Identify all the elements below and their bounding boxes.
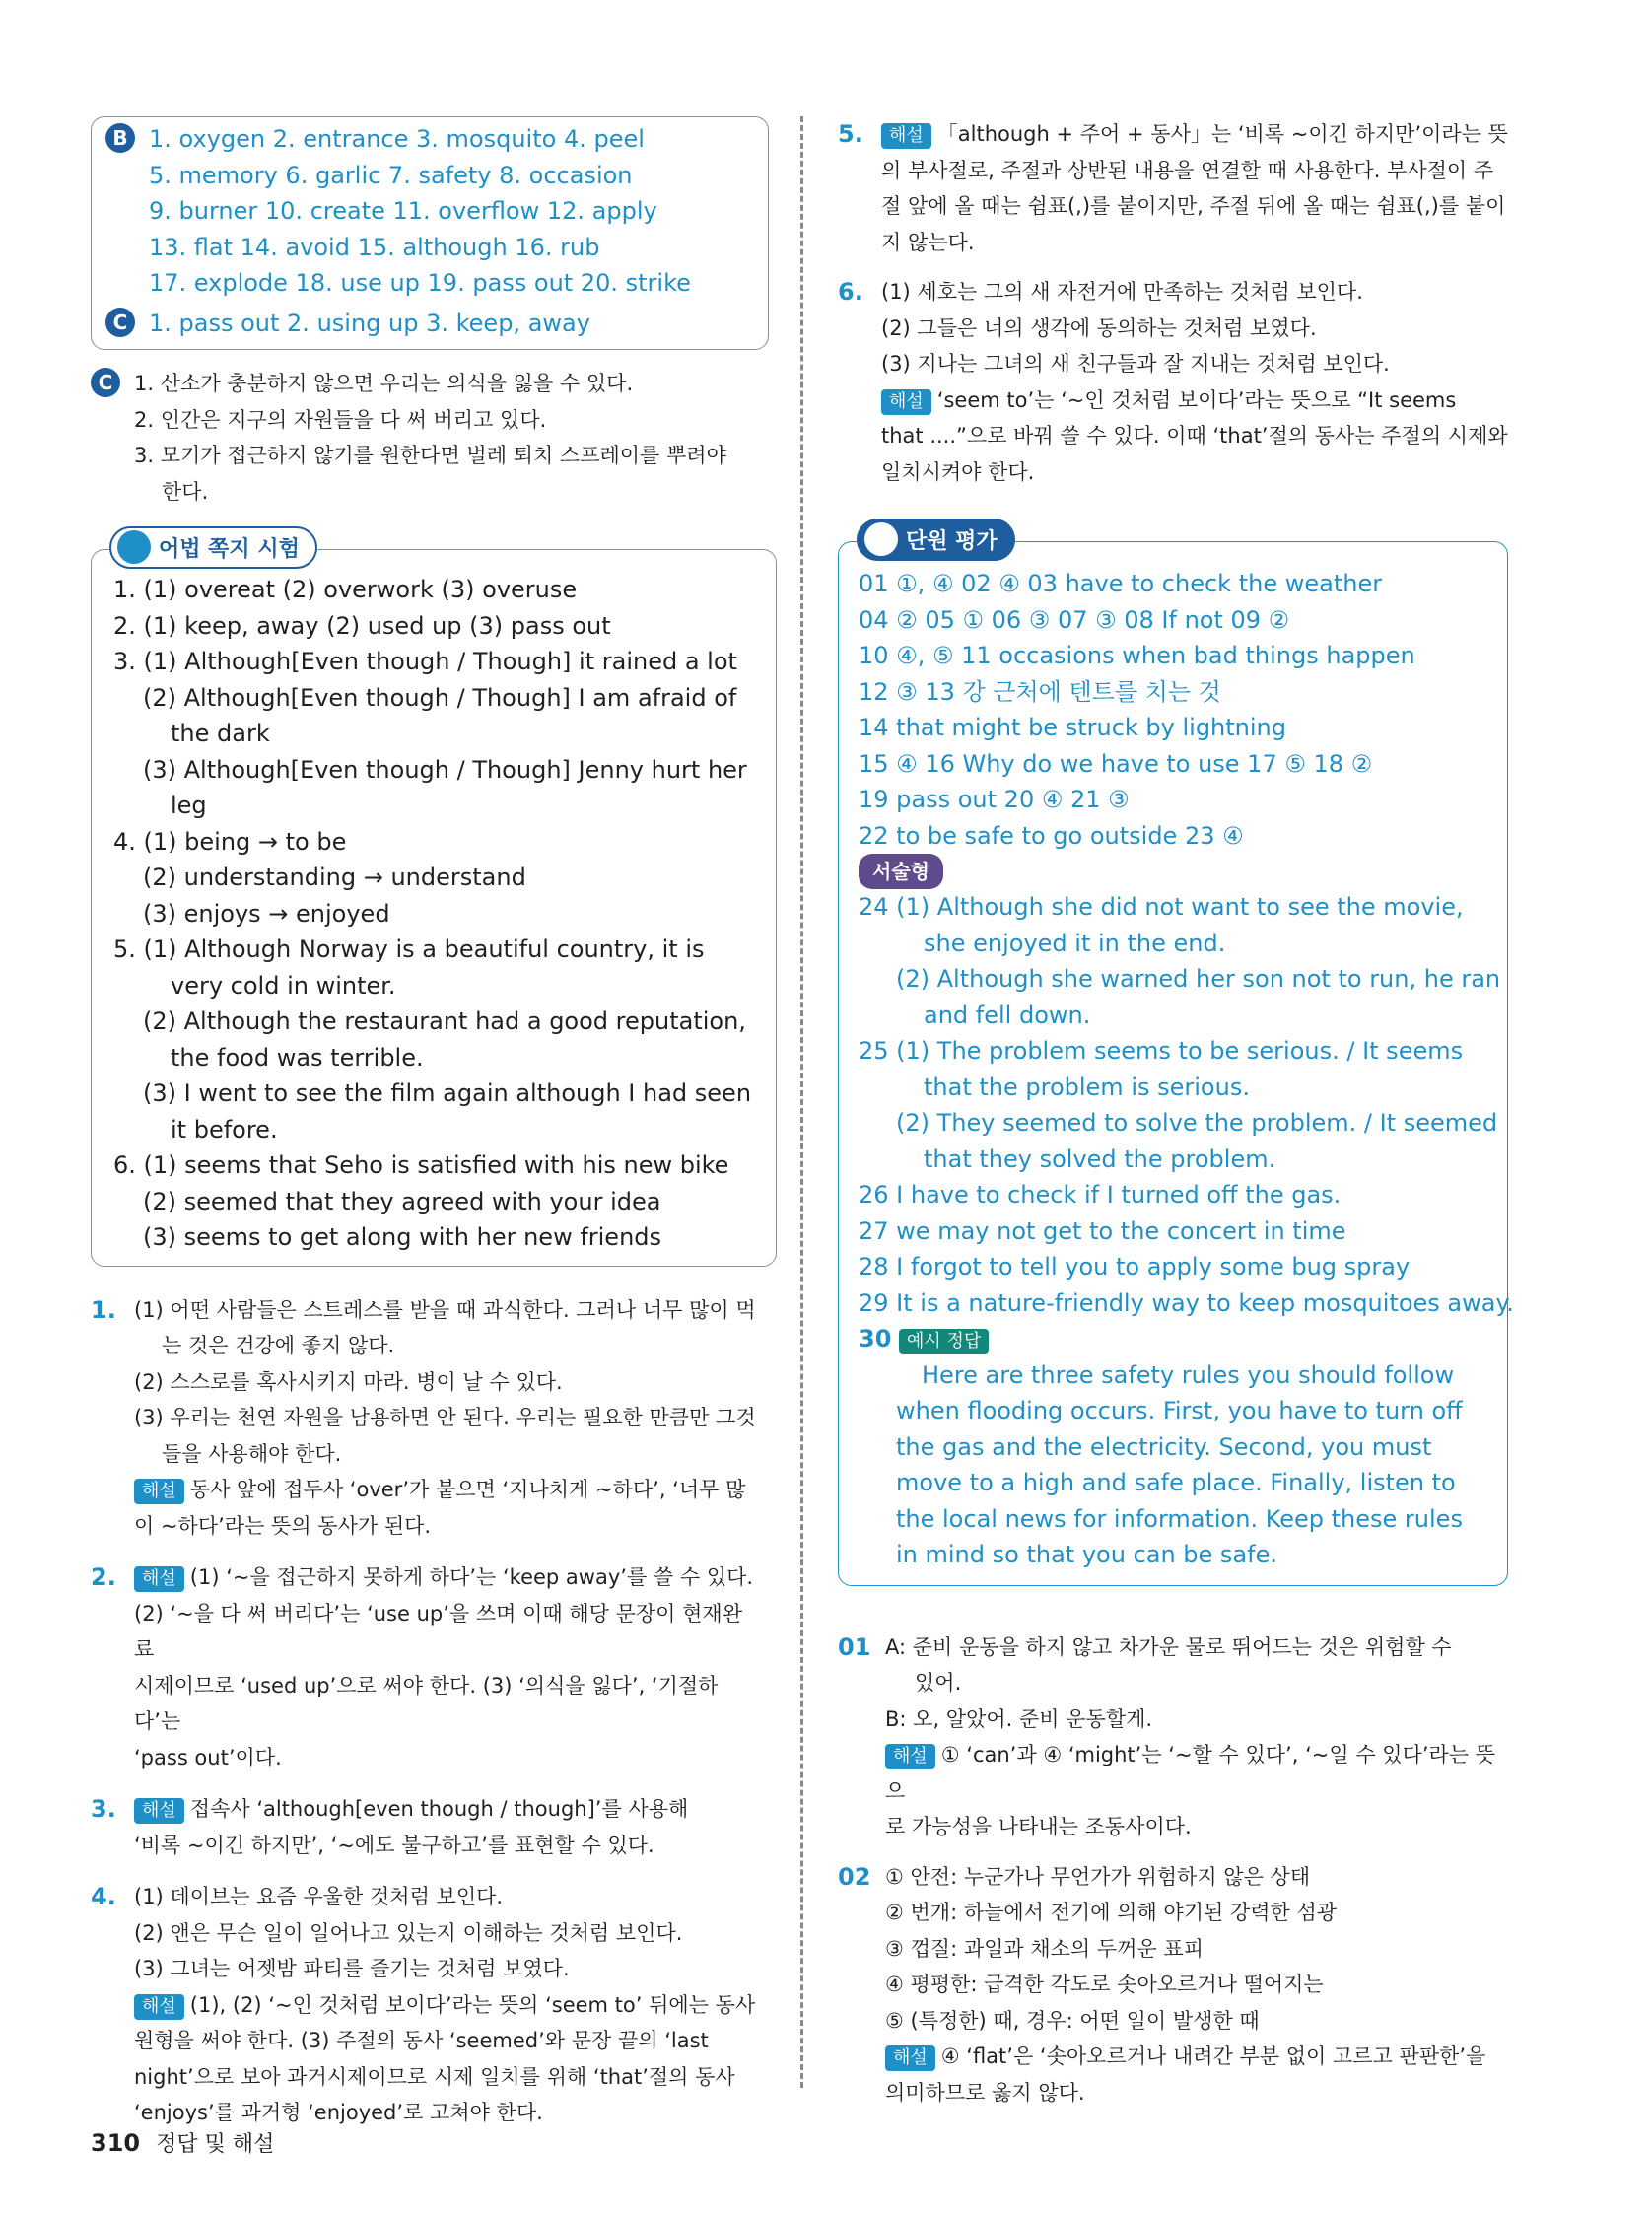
explanation-number: 6. — [838, 278, 863, 306]
answer-line: ② 번개: 하늘에서 전기에 의해 야기된 강력한 섬광 — [885, 1901, 1338, 1924]
page-footer — [91, 2127, 274, 2158]
answer-01 — [838, 1629, 1508, 1845]
explanation-number: 4. — [91, 1883, 116, 1910]
explanation-note: ‘enjoys’를 과거형 ‘enjoyed’로 고쳐야 한다. — [134, 2101, 543, 2124]
explanation-note: 접속사 ‘although[even though / though]’를 사용해 — [189, 1797, 689, 1821]
section-b — [105, 121, 756, 302]
unit-assessment-title — [857, 519, 1015, 561]
quiz-line: (3) seems to get along with her new friends — [143, 1223, 662, 1251]
answer-line: 10 ④, ⑤ 11 occasions when bad things happen — [859, 642, 1415, 669]
answer-line: 04 ② 05 ① 06 ③ 07 ③ 08 If not 09 ② — [859, 605, 1290, 634]
page-number: 310 — [91, 2129, 141, 2157]
explanation-tag: 해설 — [134, 1798, 184, 1824]
checklist-icon — [864, 522, 898, 556]
answer-line: 28 I forgot to tell you to apply some bug spray — [859, 1253, 1411, 1281]
explanation-note: 로 가능성을 나타내는 조동사이다. — [885, 1815, 1192, 1838]
section-c-badge: C — [91, 368, 120, 397]
explanation-1 — [91, 1292, 761, 1545]
grammar-quiz-box — [91, 537, 777, 1267]
explanation-note: 이 ~하다’라는 뜻의 동사가 된다. — [134, 1513, 432, 1538]
explanation-number: 1. — [91, 1295, 116, 1324]
c-line: 1. pass out 2. using up 3. keep, away — [149, 309, 590, 337]
explanation-number: 3. — [91, 1795, 116, 1823]
footer-label: 정답 및 해설 — [156, 2132, 275, 2157]
c-translation-line: 3. 모기가 접근하지 않기를 원한다면 벌레 퇴치 스프레이를 뿌려야 — [134, 444, 726, 467]
explanation-note: 「although + 주어 + 동사」는 ‘비록 ~이긴 하지만’이라는 뜻 — [936, 122, 1508, 146]
quiz-line: 1. (1) overeat (2) overwork (3) overuse — [113, 576, 578, 603]
c-translation-line: 2. 인간은 지구의 자원들을 다 써 버리고 있다. — [134, 407, 547, 432]
explanation-note: ‘pass out’이다. — [134, 1745, 282, 1769]
b-line: 9. burner 10. create 11. overflow 12. apply — [149, 197, 657, 225]
explanation-line: (3) 우리는 천연 자원을 남용하면 안 된다. 우리는 필요한 만큼만 그것 — [134, 1406, 756, 1429]
quiz-line: the food was terrible. — [171, 1043, 424, 1072]
answer-line: 있어. — [915, 1671, 962, 1695]
quiz-line: (2) Although the restaurant had a good reputation, — [143, 1007, 746, 1035]
q30-line: the local news for information. Keep these rules — [896, 1504, 1463, 1533]
explanation-note: ① ‘can’과 ④ ‘might’는 ‘~할 수 있다’, ‘~일 수 있다’라는 뜻으 — [885, 1743, 1496, 1803]
explanation-tag: 해설 — [885, 2045, 935, 2071]
explanation-line: (3) 지나는 그녀의 새 친구들과 잘 지내는 것처럼 보인다. — [881, 352, 1390, 376]
explanation-note: (1), (2) ‘~인 것처럼 보이다’라는 뜻의 ‘seem to’ 뒤에는 동사 — [189, 1992, 756, 2017]
explanation-note: ‘seem to’는 ‘~인 것처럼 보이다’라는 뜻으로 “It seems — [936, 387, 1457, 412]
quiz-line: (2) seemed that they agreed with your idea — [143, 1187, 661, 1215]
explanation-note: 의미하므로 옳지 않다. — [885, 2080, 1085, 2105]
explanation-note: ‘비록 ~이긴 하지만’, ‘~에도 불구하고’를 표현할 수 있다. — [134, 1833, 654, 1857]
explanation-note: 지 않는다. — [881, 230, 975, 254]
answer-line: 22 to be safe to go outside 23 ④ — [859, 821, 1244, 850]
answer-line: 25 (1) The problem seems to be serious. / It seems — [859, 1037, 1464, 1065]
answer-line: that they solved the problem. — [924, 1144, 1276, 1173]
quiz-line: (3) I went to see the film again although I had seen — [143, 1079, 752, 1107]
quiz-line: it before. — [171, 1115, 278, 1143]
answer-line: 19 pass out 20 ④ 21 ③ — [859, 786, 1130, 813]
answer-line: A: 준비 운동을 하지 않고 차가운 물로 뛰어드는 것은 위험할 수 — [885, 1634, 1452, 1659]
answer-line: that the problem is serious. — [924, 1073, 1250, 1101]
answer-line: 24 (1) Although she did not want to see the movie, — [859, 893, 1464, 921]
explanation-tag: 해설 — [881, 123, 931, 149]
explanation-number: 5. — [838, 120, 863, 148]
quiz-line: (3) Although[Even though / Though] Jenny hurt her — [143, 755, 747, 784]
q30-line: in mind so that you can be safe. — [896, 1541, 1277, 1568]
answer-line: ④ 평평한: 급격한 각도로 솟아오르거나 떨어지는 — [885, 1973, 1324, 1996]
explanation-line: 들을 사용해야 한다. — [162, 1441, 342, 1466]
explanation-note: (2) ‘~을 다 써 버리다’는 ‘use up’을 쓰며 이때 해당 문장이 현재완료 — [134, 1601, 743, 1661]
b-line: 17. explode 18. use up 19. pass out 20. strike — [149, 269, 691, 297]
quiz-line: the dark — [171, 720, 270, 747]
c-translation — [91, 366, 761, 510]
grammar-quiz-title-text: 어법 쪽지 시험 — [159, 537, 300, 562]
quiz-line: 3. (1) Although[Even though / Though] it rained a lot — [113, 648, 737, 675]
quiz-line: 2. (1) keep, away (2) used up (3) pass out — [113, 611, 611, 640]
quiz-line: 6. (1) seems that Seho is satisfied with his new bike — [113, 1151, 729, 1179]
explanation-note: that ....”으로 바꿔 쓸 수 있다. 이때 ‘that’절의 동사는 주절의 시제와 — [881, 424, 1508, 448]
explanation-2 — [91, 1559, 761, 1775]
quiz-line: leg — [171, 792, 207, 819]
right-column — [838, 116, 1514, 2111]
answer-line: ③ 껍질: 과일과 채소의 두꺼운 표피 — [885, 1936, 1204, 1961]
quiz-line: 4. (1) being → to be — [113, 827, 347, 856]
explanation-line: (2) 스스로를 혹사시키지 마라. 병이 날 수 있다. — [134, 1369, 563, 1394]
explanation-tag: 해설 — [885, 1744, 935, 1769]
explanation-tag: 해설 — [881, 389, 931, 415]
c-translation-line: 1. 산소가 충분하지 않으면 우리는 의식을 잃을 수 있다. — [134, 372, 634, 395]
explanation-4 — [91, 1879, 761, 2131]
descriptive-label: 서술형 — [859, 854, 943, 889]
explanation-note: 동사 앞에 접두사 ‘over’가 붙으면 ‘지나치게 ~하다’, ‘너무 많 — [189, 1478, 746, 1501]
unit-assessment-title-text: 단원 평가 — [906, 529, 998, 554]
explanation-5 — [838, 116, 1508, 260]
answer-line: (2) Although she warned her son not to run, he ran — [896, 965, 1501, 993]
explanation-note: 원형을 써야 한다. (3) 주절의 동사 ‘seemed’와 문장 끝의 ‘last — [134, 2029, 709, 2052]
vocab-answer-box — [91, 116, 769, 350]
explanation-note: 시제이므로 ‘used up’으로 써야 한다. (3) ‘의식을 잃다’, ‘기절하다’는 — [134, 1673, 719, 1733]
unit-assessment-box — [838, 529, 1514, 1586]
grammar-quiz-title — [109, 526, 317, 569]
answer-line: she enjoyed it in the end. — [924, 929, 1226, 957]
left-column — [91, 116, 761, 2131]
answer-line: 26 I have to check if I turned off the gas. — [859, 1181, 1342, 1209]
explanation-note: 절 앞에 올 때는 쉼표(,)를 붙이지만, 주절 뒤에 올 때는 쉼표(,)를 붙이 — [881, 194, 1506, 218]
explanation-note: ④ ‘flat’은 ‘솟아오르거나 내려간 부분 없이 고르고 판판한’을 — [940, 2044, 1486, 2068]
answer-line: 29 It is a nature-friendly way to keep mosquitoes away. — [859, 1288, 1514, 1317]
pencil-icon — [117, 530, 151, 564]
answer-line: ⑤ (특정한) 때, 경우: 어떤 일이 발생한 때 — [885, 2008, 1260, 2033]
quiz-line: very cold in winter. — [171, 971, 396, 1000]
explanation-line: (2) 앤은 무슨 일이 일어나고 있는지 이해하는 것처럼 보인다. — [134, 1920, 683, 1945]
answer-line: and fell down. — [924, 1001, 1091, 1029]
q30-line: when flooding occurs. First, you have to turn off — [896, 1397, 1463, 1424]
b-line: 13. flat 14. avoid 15. although 16. rub — [149, 233, 600, 261]
q30-line: the gas and the electricity. Second, you must — [896, 1432, 1432, 1461]
explanation-line: (2) 그들은 너의 생각에 동의하는 것처럼 보였다. — [881, 315, 1317, 340]
quiz-line: (3) enjoys → enjoyed — [143, 899, 390, 928]
explanation-3 — [91, 1791, 761, 1863]
answer-line: 01 ①, ④ 02 ④ 03 have to check the weather — [859, 570, 1383, 597]
b-line: 1. oxygen 2. entrance 3. mosquito 4. peel — [149, 125, 645, 153]
q30-line: Here are three safety rules you should follow — [922, 1360, 1455, 1389]
quiz-line: 5. (1) Although Norway is a beautiful country, it is — [113, 935, 705, 963]
q30-tag: 예시 정답 — [899, 1329, 989, 1354]
explanation-note: 의 부사절로, 주절과 상반된 내용을 연결할 때 사용한다. 부사절이 주 — [881, 158, 1494, 182]
explanation-note: 일치시켜야 한다. — [881, 459, 1035, 484]
answer-line: 15 ④ 16 Why do we have to use 17 ⑤ 18 ② — [859, 749, 1373, 778]
answer-line: 14 that might be struck by lightning — [859, 714, 1286, 741]
explanation-line: 는 것은 건강에 좋지 않다. — [162, 1334, 395, 1357]
answer-line: 12 ③ 13 강 근처에 텐트를 치는 것 — [859, 677, 1221, 706]
explanation-line: (3) 그녀는 어젯밤 파티를 즐기는 것처럼 보였다. — [134, 1957, 570, 1980]
section-c-box — [105, 306, 756, 342]
answer-02 — [838, 1859, 1508, 2112]
answer-number: 01 — [838, 1632, 871, 1661]
q30-number: 30 — [859, 1325, 892, 1352]
explanation-tag: 해설 — [134, 1479, 184, 1504]
quiz-line: (2) Although[Even though / Though] I am afraid of — [143, 683, 737, 712]
section-c-badge: C — [105, 308, 135, 337]
explanation-line: (1) 세호는 그의 새 자전거에 만족하는 것처럼 보인다. — [881, 280, 1363, 304]
c-translation-line: 한다. — [162, 479, 209, 504]
explanation-note: night’으로 보아 과거시제이므로 시제 일치를 위해 ‘that’절의 동사 — [134, 2064, 735, 2089]
answer-line: (2) They seemed to solve the problem. / It seemed — [896, 1109, 1498, 1137]
explanation-line: (1) 어떤 사람들은 스트레스를 받을 때 과식한다. 그러나 너무 많이 먹 — [134, 1297, 756, 1322]
b-line: 5. memory 6. garlic 7. safety 8. occasion — [149, 161, 633, 189]
explanation-6 — [838, 274, 1508, 490]
column-divider — [800, 116, 803, 2088]
answer-number: 02 — [838, 1862, 871, 1891]
quiz-line: (2) understanding → understand — [143, 864, 526, 891]
explanation-number: 2. — [91, 1563, 116, 1591]
explanation-tag: 해설 — [134, 1994, 184, 2020]
explanation-note: (1) ‘~을 접근하지 못하게 하다’는 ‘keep away’를 쓸 수 있다. — [189, 1565, 754, 1589]
explanation-tag: 해설 — [134, 1566, 184, 1592]
q30-line: move to a high and safe place. Finally, listen to — [896, 1469, 1456, 1496]
answer-line: ① 안전: 누군가나 무언가가 위험하지 않은 상태 — [885, 1864, 1311, 1889]
answer-line: 27 we may not get to the concert in time — [859, 1216, 1346, 1245]
explanation-line: (1) 데이브는 요즘 우울한 것처럼 보인다. — [134, 1885, 504, 1908]
section-b-badge: B — [105, 123, 135, 153]
answer-line: B: 오, 알았어. 준비 운동할게. — [885, 1706, 1153, 1731]
